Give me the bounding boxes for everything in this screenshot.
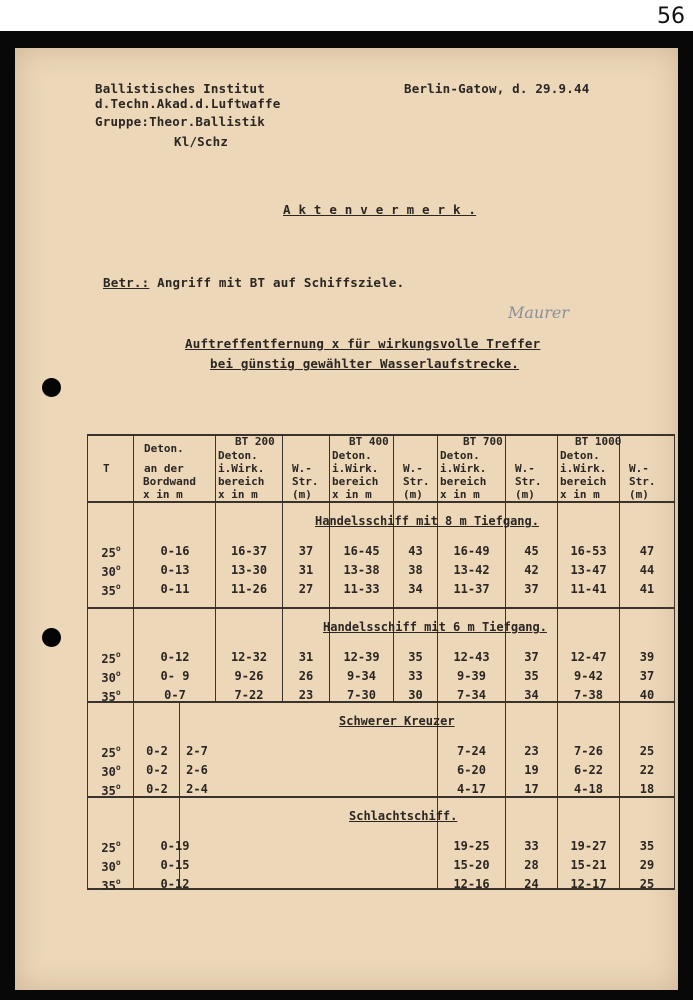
header-ws-line: W.- <box>629 462 649 475</box>
angle-value: 25 <box>101 841 116 855</box>
header-range-line: i.Wirk. <box>218 462 265 475</box>
bt700-water-path: 17 <box>524 782 539 796</box>
bt200-range: 9-26 <box>234 669 264 683</box>
bt200-water-path: 26 <box>298 669 314 683</box>
detonation-range: 0-2 <box>146 763 168 777</box>
header-bt200: BT 200 <box>235 435 275 448</box>
bt700-range: 11-37 <box>453 582 490 596</box>
degree-sign: o <box>115 582 121 591</box>
detonation-range: 0-7 <box>164 688 186 702</box>
header-range-line: Deton. <box>218 449 258 462</box>
bt1000-range: 16-53 <box>570 544 607 558</box>
header-ws-line: W.- <box>515 462 535 475</box>
header-ws-line: (m) <box>292 488 312 501</box>
angle-value: 35 <box>101 584 116 598</box>
angle-value: 35 <box>101 690 116 704</box>
degree-sign: o <box>115 858 121 867</box>
bt200-range: 7-22 <box>234 688 264 702</box>
bt200-water-path: 31 <box>298 650 314 664</box>
table-rule <box>87 501 675 503</box>
table-rule <box>133 434 134 890</box>
subject-line <box>103 275 404 290</box>
bt700-water-path: 19 <box>524 763 539 777</box>
bt700-water-path: 23 <box>524 744 539 758</box>
bt200-range: 16-37 <box>230 544 268 558</box>
bt1000-range: 19-27 <box>570 839 607 853</box>
header-ws-line: W.- <box>292 462 312 475</box>
header-ws-line: Str. <box>292 475 319 488</box>
bt700-water-path: 37 <box>524 582 539 596</box>
bt200-water-path: 23 <box>298 688 314 702</box>
degree-sign: o <box>115 782 121 791</box>
row-angle <box>93 839 129 855</box>
bt1000-range: 12-47 <box>570 650 607 664</box>
degree-sign: o <box>115 763 121 772</box>
bt400-water-path: 30 <box>408 688 423 702</box>
bt200-range: 13-30 <box>230 563 268 577</box>
header-range-line: bereich <box>440 475 487 488</box>
header-range-line: x in m <box>218 488 258 501</box>
degree-sign: o <box>115 744 121 753</box>
bt700-water-path: 45 <box>524 544 539 558</box>
bt700-water-path: 34 <box>524 688 539 702</box>
angle-value: 25 <box>101 746 116 760</box>
degree-sign: o <box>115 669 121 678</box>
header-range-line: Deton. <box>440 449 480 462</box>
angle-value: 30 <box>101 565 116 579</box>
bt400-range: 7-30 <box>347 688 376 702</box>
bt1000-range: 6-22 <box>574 763 603 777</box>
bt1000-water-path: 22 <box>639 763 655 777</box>
results-table <box>87 434 675 893</box>
header-range-line: bereich <box>560 475 607 488</box>
table-caption-line-2: bei günstig gewählter Wasserlaufstrecke. <box>210 356 520 371</box>
header-range-line: bereich <box>332 475 379 488</box>
header-ws-line: Str. <box>403 475 430 488</box>
bt1000-water-path: 47 <box>639 544 655 558</box>
angle-value: 30 <box>101 860 116 874</box>
bt1000-range: 4-18 <box>574 782 603 796</box>
bt200-range: 11-26 <box>230 582 268 596</box>
bt700-water-path: 24 <box>524 877 539 891</box>
bt700-range: 19-25 <box>453 839 490 853</box>
bt400-water-path: 35 <box>408 650 423 664</box>
detonation-range: 0-16 <box>160 544 190 558</box>
header-t: T <box>103 462 110 475</box>
angle-value: 35 <box>101 879 116 893</box>
header-bordwand: Bordwand <box>143 475 196 488</box>
bt1000-range: 12-17 <box>570 877 607 891</box>
header-bt700: BT 700 <box>463 435 503 448</box>
institute-line-3: Gruppe:Theor.Ballistik <box>95 114 265 129</box>
header-ws-line: Str. <box>629 475 656 488</box>
bt700-range: 15-20 <box>453 858 490 872</box>
table-rule <box>87 607 675 609</box>
header-range-line: i.Wirk. <box>332 462 379 475</box>
header-ws-line: W.- <box>403 462 423 475</box>
degree-sign: o <box>115 563 121 572</box>
bt200-water-path: 37 <box>298 544 314 558</box>
bt700-water-path: 28 <box>524 858 539 872</box>
header-range-line: Deton. <box>332 449 372 462</box>
bt700-range: 4-17 <box>457 782 486 796</box>
row-angle <box>93 582 129 598</box>
bt1000-water-path: 41 <box>639 582 655 596</box>
degree-sign: o <box>115 544 121 553</box>
bt1000-water-path: 37 <box>639 669 655 683</box>
bt400-range: 12-39 <box>343 650 380 664</box>
bt400-range: 13-38 <box>343 563 380 577</box>
reference-code: Kl/Schz <box>174 134 229 149</box>
detonation-range: 0-12 <box>160 650 190 664</box>
detonation-range: 0-12 <box>160 877 190 891</box>
bt1000-water-path: 40 <box>639 688 655 702</box>
degree-sign: o <box>115 688 121 697</box>
bt1000-water-path: 39 <box>639 650 655 664</box>
handwritten-note: Maurer <box>508 303 569 322</box>
bt400-range: 9-34 <box>347 669 376 683</box>
row-angle <box>93 744 129 760</box>
detonation-range: 0-2 <box>146 744 168 758</box>
bt1000-water-path: 29 <box>639 858 655 872</box>
page-number: 56 <box>657 4 685 29</box>
header-range-line: x in m <box>560 488 600 501</box>
detonation-range-2: 2-4 <box>186 782 208 796</box>
bt700-range: 12-43 <box>453 650 490 664</box>
bt1000-water-path: 25 <box>639 877 655 891</box>
detonation-range: 0-13 <box>160 563 190 577</box>
bt1000-water-path: 25 <box>639 744 655 758</box>
angle-value: 35 <box>101 784 116 798</box>
bt700-range: 7-24 <box>457 744 486 758</box>
bt400-range: 11-33 <box>343 582 380 596</box>
header-x-in-m: x in m <box>143 488 183 501</box>
bt400-water-path: 34 <box>408 582 423 596</box>
section-title: Schwerer Kreuzer <box>339 714 455 728</box>
bt1000-water-path: 35 <box>639 839 655 853</box>
row-angle <box>93 688 129 704</box>
degree-sign: o <box>115 877 121 886</box>
header-bt400: BT 400 <box>349 435 389 448</box>
header-range-line: x in m <box>332 488 372 501</box>
detonation-range-2: 2-7 <box>186 744 208 758</box>
bt700-range: 7-34 <box>457 688 486 702</box>
angle-value: 30 <box>101 765 116 779</box>
header-ws-line: (m) <box>403 488 423 501</box>
row-angle <box>93 544 129 560</box>
subject-label: Betr.: <box>103 275 150 290</box>
place-date: Berlin-Gatow, d. 29.9.44 <box>404 81 590 96</box>
section-title: Handelsschiff mit 6 m Tiefgang. <box>323 620 547 634</box>
bt700-water-path: 37 <box>524 650 539 664</box>
bt700-range: 6-20 <box>457 763 486 777</box>
bt1000-range: 11-41 <box>570 582 607 596</box>
row-angle <box>93 782 129 798</box>
bt700-water-path: 35 <box>524 669 539 683</box>
bt1000-range: 15-21 <box>570 858 607 872</box>
bt1000-water-path: 18 <box>639 782 655 796</box>
detonation-range: 0- 9 <box>160 669 190 683</box>
degree-sign: o <box>115 650 121 659</box>
detonation-range: 0-11 <box>160 582 190 596</box>
bt1000-water-path: 44 <box>639 563 655 577</box>
bt1000-range: 13-47 <box>570 563 607 577</box>
header-ws-line: (m) <box>629 488 649 501</box>
header-range-line: x in m <box>440 488 480 501</box>
row-angle <box>93 877 129 893</box>
bt1000-range: 9-42 <box>574 669 603 683</box>
row-angle <box>93 650 129 666</box>
punch-hole <box>42 378 61 397</box>
bt700-range: 9-39 <box>457 669 486 683</box>
header-bt1000: BT 1000 <box>575 435 622 448</box>
table-rule <box>87 434 88 890</box>
detonation-range-2: 2-6 <box>186 763 208 777</box>
bt700-range: 13-42 <box>453 563 490 577</box>
bt200-water-path: 27 <box>298 582 314 596</box>
bt400-range: 16-45 <box>343 544 380 558</box>
header-ws-line: Str. <box>515 475 542 488</box>
row-angle <box>93 763 129 779</box>
header-range-line: Deton. <box>560 449 600 462</box>
header-range-line: i.Wirk. <box>560 462 607 475</box>
bt1000-range: 7-38 <box>574 688 603 702</box>
row-angle <box>93 858 129 874</box>
bt1000-range: 7-26 <box>574 744 603 758</box>
table-rule <box>674 434 675 890</box>
detonation-range: 0-15 <box>160 858 190 872</box>
header-an-der: an der <box>144 462 184 475</box>
institute-line-2: d.Techn.Akad.d.Luftwaffe <box>95 96 281 111</box>
degree-sign: o <box>115 839 121 848</box>
bt400-water-path: 33 <box>408 669 423 683</box>
bt700-range: 12-16 <box>453 877 490 891</box>
bt200-water-path: 31 <box>298 563 314 577</box>
bt400-water-path: 43 <box>408 544 423 558</box>
section-title: Handelsschiff mit 8 m Tiefgang. <box>315 514 539 528</box>
bt700-water-path: 42 <box>524 563 539 577</box>
bt700-water-path: 33 <box>524 839 539 853</box>
detonation-range: 0-19 <box>160 839 190 853</box>
table-rule <box>87 796 675 798</box>
row-angle <box>93 563 129 579</box>
institute-line-1: Ballistisches Institut <box>95 81 265 96</box>
document-title: A k t e n v e r m e r k . <box>283 202 477 217</box>
angle-value: 25 <box>101 652 116 666</box>
bt700-range: 16-49 <box>453 544 490 558</box>
angle-value: 25 <box>101 546 116 560</box>
header-ws-line: (m) <box>515 488 535 501</box>
section-title: Schlachtschiff. <box>349 809 458 823</box>
angle-value: 30 <box>101 671 116 685</box>
row-angle <box>93 669 129 685</box>
subject-text: Angriff mit BT auf Schiffsziele. <box>157 275 405 290</box>
bt200-range: 12-32 <box>230 650 268 664</box>
header-range-line: i.Wirk. <box>440 462 487 475</box>
detonation-range: 0-2 <box>146 782 168 796</box>
bt400-water-path: 38 <box>408 563 423 577</box>
header-range-line: bereich <box>218 475 265 488</box>
header-deton: Deton. <box>144 442 184 455</box>
table-caption-line-1: Auftreffentfernung x für wirkungsvolle Treffer <box>185 336 541 351</box>
punch-hole <box>42 628 61 647</box>
